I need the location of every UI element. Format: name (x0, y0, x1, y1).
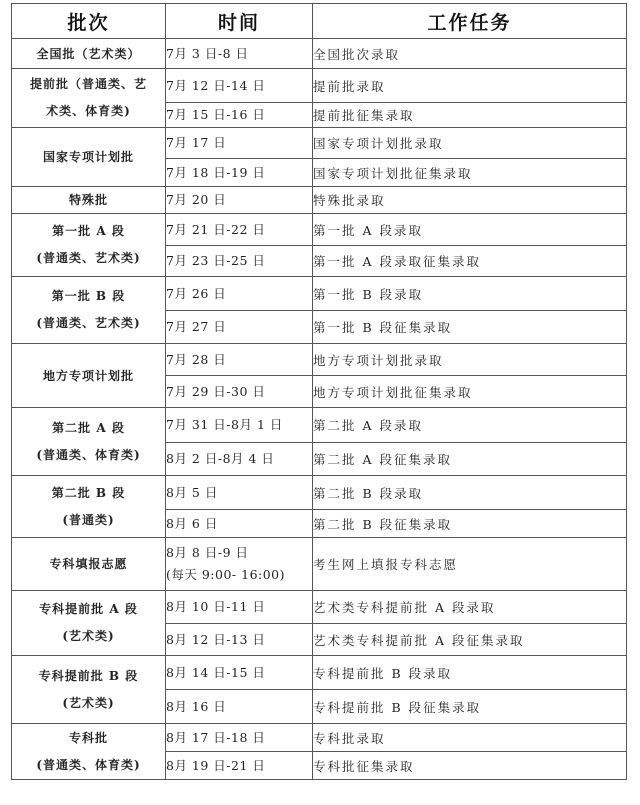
time-cell (166, 443, 313, 476)
time-text: 8月 19 日-21 日 (166, 757, 266, 773)
batch-label-line: (普通类、艺术类) (36, 251, 141, 265)
time-cell (166, 344, 313, 376)
task-cell: 第二批 B 段征集录取 (313, 510, 627, 538)
batch-label-line: 第二批 A 段 (52, 420, 125, 435)
batch-label-line: 专科批 (68, 730, 108, 745)
table-row (12, 476, 627, 510)
batch-cell (12, 277, 166, 344)
table-row (12, 408, 627, 443)
batch-label-line: 特殊批 (68, 193, 108, 207)
time-cell (166, 246, 313, 277)
batch-cell (12, 344, 166, 408)
time-cell (166, 690, 313, 724)
batch-cell (12, 214, 166, 277)
table-row (12, 591, 627, 624)
time-text: 7月 28 日 (166, 351, 227, 367)
task-cell: 全国批次录取 (313, 39, 627, 69)
task-cell: 专科提前批 B 段征集录取 (313, 690, 627, 724)
time-text: 7月 21 日-22 日 (166, 221, 266, 237)
task-cell: 第二批 A 段征集录取 (313, 443, 627, 476)
time-text: 7月 27 日 (166, 319, 227, 334)
task-cell: 提前批征集录取 (313, 103, 627, 128)
task-cell: 第一批 B 段征集录取 (313, 311, 627, 344)
time-cell (166, 103, 313, 128)
time-cell (166, 538, 313, 591)
time-note-text: (每天 9:00- 16:00) (166, 567, 286, 582)
batch-label-line: 第二批 B 段 (51, 485, 126, 500)
time-text: 8月 8 日-9 日 (166, 545, 249, 560)
time-text: 7月 15 日-16 日 (166, 107, 266, 122)
batch-cell (12, 656, 166, 724)
task-cell: 提前批录取 (313, 69, 627, 103)
time-text: 7月 3 日-8 日 (166, 45, 249, 61)
time-cell (166, 656, 313, 690)
batch-cell (12, 591, 166, 656)
time-cell (166, 311, 313, 344)
batch-cell (12, 69, 166, 128)
time-text: 7月 20 日 (166, 192, 227, 207)
batch-cell (12, 408, 166, 476)
task-cell: 第一批 A 段录取征集录取 (313, 246, 627, 277)
batch-label-line: 术类、体育类) (46, 104, 131, 118)
batch-cell (12, 187, 166, 214)
schedule-body (12, 39, 627, 780)
task-cell: 专科提前批 B 段录取 (313, 656, 627, 690)
batch-label-line: 专科填报志愿 (49, 557, 128, 571)
batch-label-line: 国家专项计划批 (42, 150, 134, 164)
table-row (12, 656, 627, 690)
header-time: 时间 (166, 4, 313, 39)
time-cell (166, 591, 313, 624)
time-text: 7月 17 日 (166, 135, 227, 150)
batch-cell (12, 128, 166, 187)
time-text: 7月 23 日-25 日 (166, 253, 266, 268)
batch-cell (12, 724, 166, 780)
time-text: 8月 14 日-15 日 (166, 664, 266, 680)
batch-label-line: 第一批 A 段 (52, 224, 125, 238)
batch-label-line: (普通类、艺术类) (36, 316, 141, 330)
time-text: 8月 2 日-8月 4 日 (166, 451, 275, 466)
task-cell: 地方专项计划批录取 (313, 344, 627, 376)
batch-label-line: 第一批 B 段 (51, 289, 126, 303)
time-cell (166, 69, 313, 103)
time-cell (166, 376, 313, 408)
task-cell: 艺术类专科提前批 A 段录取 (313, 591, 627, 624)
time-cell (166, 624, 313, 656)
time-text: 7月 29 日-30 日 (166, 383, 266, 399)
time-cell (166, 159, 313, 187)
time-cell (166, 39, 313, 69)
time-cell (166, 752, 313, 780)
task-cell: 专科批录取 (313, 724, 627, 752)
time-cell (166, 510, 313, 538)
table-row (12, 277, 627, 311)
task-cell: 艺术类专科提前批 A 段征集录取 (313, 624, 627, 656)
admission-schedule-table (11, 3, 627, 780)
table-row (12, 214, 627, 246)
table-row (12, 39, 627, 69)
batch-cell (12, 538, 166, 591)
time-cell (166, 476, 313, 510)
table-row (12, 69, 627, 103)
task-cell: 国家专项计划批录取 (313, 128, 627, 159)
batch-label-line: (艺术类) (62, 629, 115, 643)
task-cell: 第一批 A 段录取 (313, 214, 627, 246)
time-cell (166, 187, 313, 214)
time-text: 8月 12 日-13 日 (166, 631, 266, 647)
time-cell (166, 724, 313, 752)
time-text: 8月 10 日-11 日 (166, 599, 266, 614)
batch-cell (12, 476, 166, 538)
task-cell: 考生网上填报专科志愿 (313, 538, 627, 591)
batch-label-line: 专科提前批 B 段 (38, 668, 139, 683)
time-cell (166, 277, 313, 311)
time-cell (166, 214, 313, 246)
time-text: 8月 17 日-18 日 (166, 729, 266, 745)
table-row (12, 128, 627, 159)
time-text: 7月 12 日-14 日 (166, 77, 266, 93)
header-row (12, 4, 627, 39)
batch-label-line: 地方专项计划批 (42, 368, 134, 383)
header-batch: 批次 (12, 4, 166, 39)
batch-label-line: (普通类、体育类) (36, 757, 141, 772)
time-text: 7月 26 日 (166, 285, 227, 301)
batch-label-line: (艺术类) (62, 695, 115, 710)
table-row (12, 344, 627, 376)
batch-label-line: (普通类) (62, 512, 115, 527)
table-row (12, 724, 627, 752)
task-cell: 专科批征集录取 (313, 752, 627, 780)
batch-label-line: 专科提前批 A 段 (39, 602, 138, 616)
time-text: 7月 18 日-19 日 (166, 164, 266, 180)
batch-label-line: 提前批（普通类、艺 (29, 77, 147, 91)
time-text: 8月 16 日 (166, 698, 227, 714)
time-cell (166, 408, 313, 443)
task-cell: 第一批 B 段录取 (313, 277, 627, 311)
task-cell: 地方专项计划批征集录取 (313, 376, 627, 408)
task-cell: 特殊批录取 (313, 187, 627, 214)
task-cell: 国家专项计划批征集录取 (313, 159, 627, 187)
batch-label-line: 全国批（艺术类） (36, 46, 141, 61)
schedule-table-wrapper (11, 3, 626, 780)
time-text: 7月 31 日-8月 1 日 (166, 417, 283, 432)
batch-label-line: (普通类、体育类) (36, 447, 141, 462)
task-cell: 第二批 A 段录取 (313, 408, 627, 443)
time-text: 8月 6 日 (166, 515, 218, 531)
table-row (12, 187, 627, 214)
table-row (12, 538, 627, 591)
time-cell (166, 128, 313, 159)
task-cell: 第二批 B 段录取 (313, 476, 627, 510)
header-task: 工作任务 (313, 4, 627, 39)
batch-cell (12, 39, 166, 69)
time-text: 8月 5 日 (166, 484, 218, 500)
